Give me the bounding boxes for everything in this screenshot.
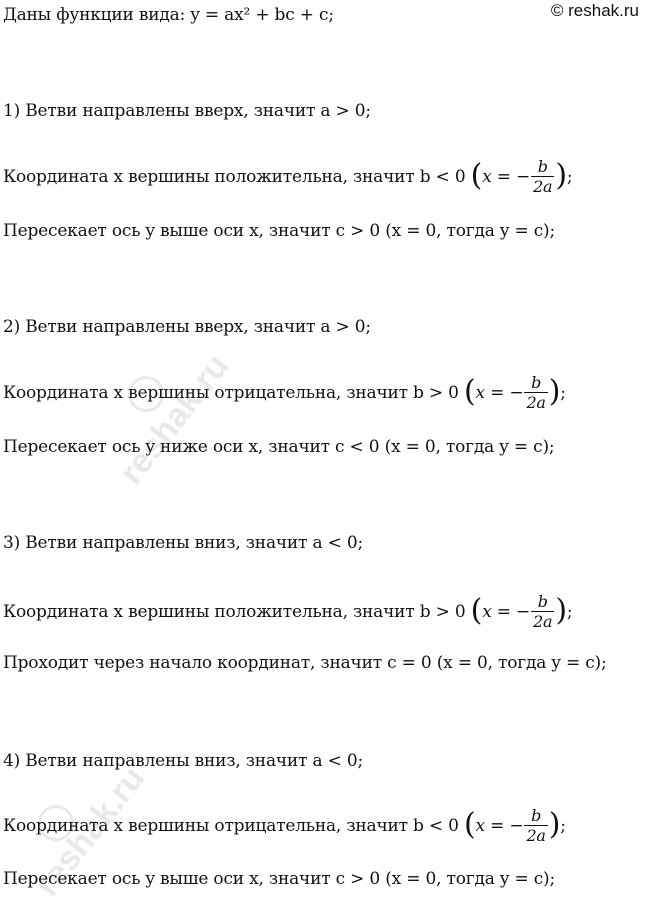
header-text: Даны функции вида: y = ax² + bc + c; (3, 5, 334, 25)
copyright-text: © reshak.ru (550, 1, 639, 20)
section-1-line-2: Координата x вершины положительна, значит b < 0 (x = − $\frac{b}{2a}$ ); (3, 157, 573, 196)
section-1-line-3: Пересекает ось y выше оси x, значит c > 0 (x = 0, тогда y = c); (3, 221, 556, 241)
section-3-line-1: 3) Ветви направлены вниз, значит a < 0; (3, 533, 363, 553)
watermark-text: reshak.ru (28, 759, 153, 904)
section-3-line-2: Координата x вершины положительна, значит b > 0 (x = − $\frac{b}{2a}$ ); (3, 592, 573, 631)
watermark-text: reshak.ru (112, 347, 237, 492)
section-3-line-3: Проходит через начало координат, значит c = 0 (x = 0, тогда y = c); (3, 653, 607, 673)
section-1-line-1: 1) Ветви направлены вверх, значит a > 0; (3, 101, 371, 121)
section-4-line-1: 4) Ветви направлены вниз, значит a < 0; (3, 751, 363, 771)
section-2-line-2: Координата x вершины отрицательна, значит b > 0 (x = − $\frac{b}{2a}$ ); (3, 373, 566, 412)
section-4-line-3: Пересекает ось y выше оси x, значит c > 0 (x = 0, тогда y = c); (3, 869, 556, 889)
fraction: $\frac{b}{2a}$ (533, 592, 553, 631)
fraction: $\frac{b}{2a}$ (526, 806, 546, 845)
section-2-line-1: 2) Ветви направлены вверх, значит a > 0; (3, 317, 371, 337)
fraction: $\frac{b}{2a}$ (526, 373, 546, 412)
section-2-line-3: Пересекает ось y ниже оси x, значит c < 0 (x = 0, тогда y = c); (3, 437, 555, 457)
fraction: $\frac{b}{2a}$ (533, 157, 553, 196)
section-4-line-2: Координата x вершины отрицательна, значит b < 0 (x = − $\frac{b}{2a}$ ); (3, 806, 566, 845)
